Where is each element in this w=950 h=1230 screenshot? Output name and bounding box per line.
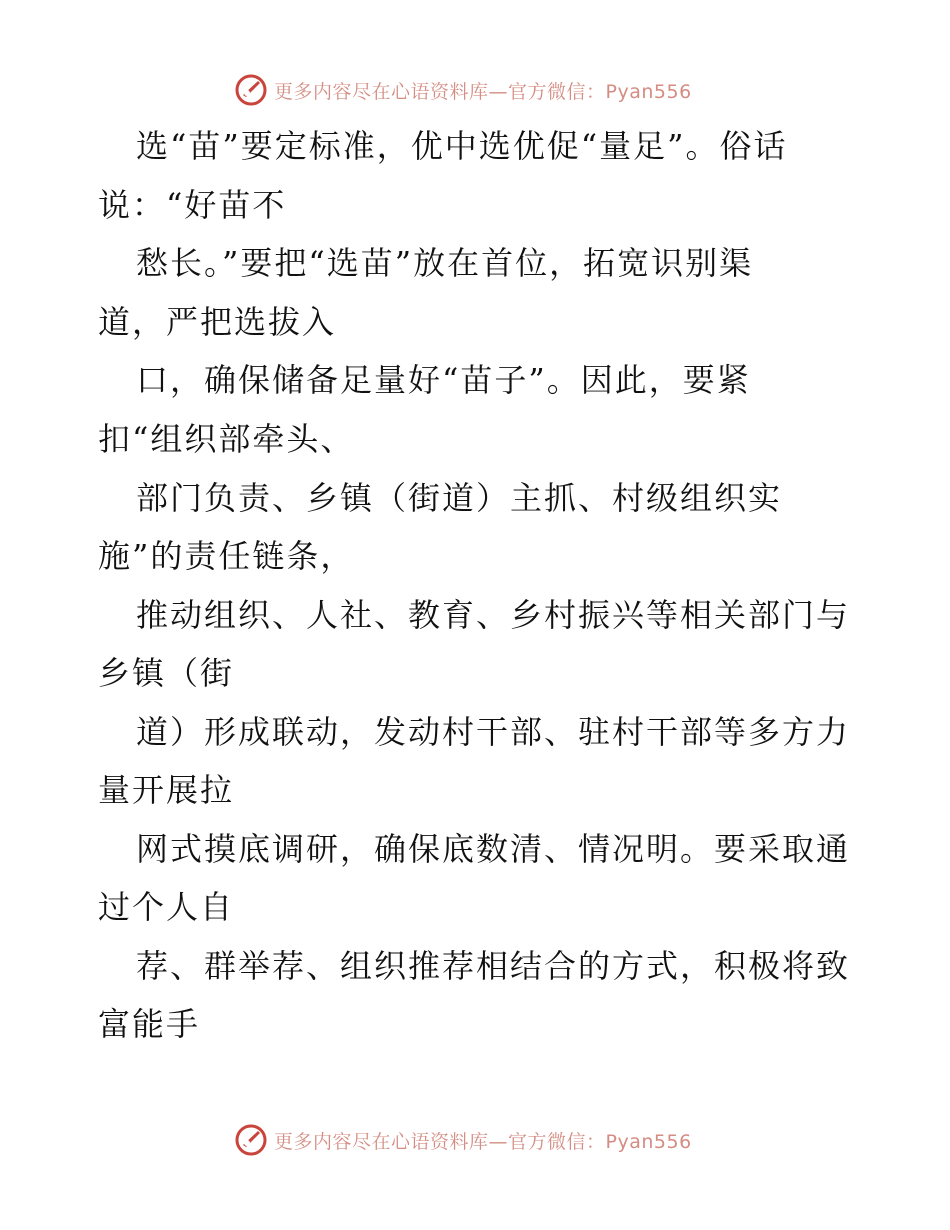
body-line: 部门负责、乡镇（街道）主抓、村级组织实 [136, 479, 783, 517]
body-line: 富能手 [98, 1005, 201, 1043]
body-line: 道）形成联动，发动村干部、驻村干部等多方力 [136, 713, 851, 751]
body-line: 选“苗”要定标准，优中选优促“量足”。俗话 [136, 127, 788, 165]
body-line: 愁长。”要把“选苗”放在首位，拓宽识别渠 [136, 244, 754, 282]
body-line: 过个人自 [98, 888, 235, 926]
page-header-banner [234, 72, 692, 108]
body-line: 网式摸底调研，确保底数清、情况明。要采取通 [136, 830, 851, 868]
body-line: 说：“好苗不 [98, 186, 287, 224]
body-line: 乡镇（街 [98, 654, 235, 692]
body-line: 荐、群举荐、组织推荐相结合的方式，积极将致 [136, 947, 851, 985]
page-footer-banner [234, 1122, 692, 1158]
body-line: 量开展拉 [98, 771, 235, 809]
body-line: 推动组织、人社、教育、乡村振兴等相关部门与 [136, 596, 851, 634]
body-line: 扣“组织部牵头、 [98, 420, 355, 458]
footer-text: 更多内容尽在心语资料库—官方微信：Pyan556 [274, 1130, 692, 1153]
quill-seal-icon [234, 73, 268, 107]
body-line: 施”的责任链条， [98, 537, 355, 575]
header-text: 更多内容尽在心语资料库—官方微信：Pyan556 [274, 80, 692, 103]
quill-seal-icon [234, 1123, 268, 1157]
body-line: 道，严把选拔入 [98, 303, 337, 341]
body-line: 口，确保储备足量好“苗子”。因此，要紧 [136, 361, 751, 399]
